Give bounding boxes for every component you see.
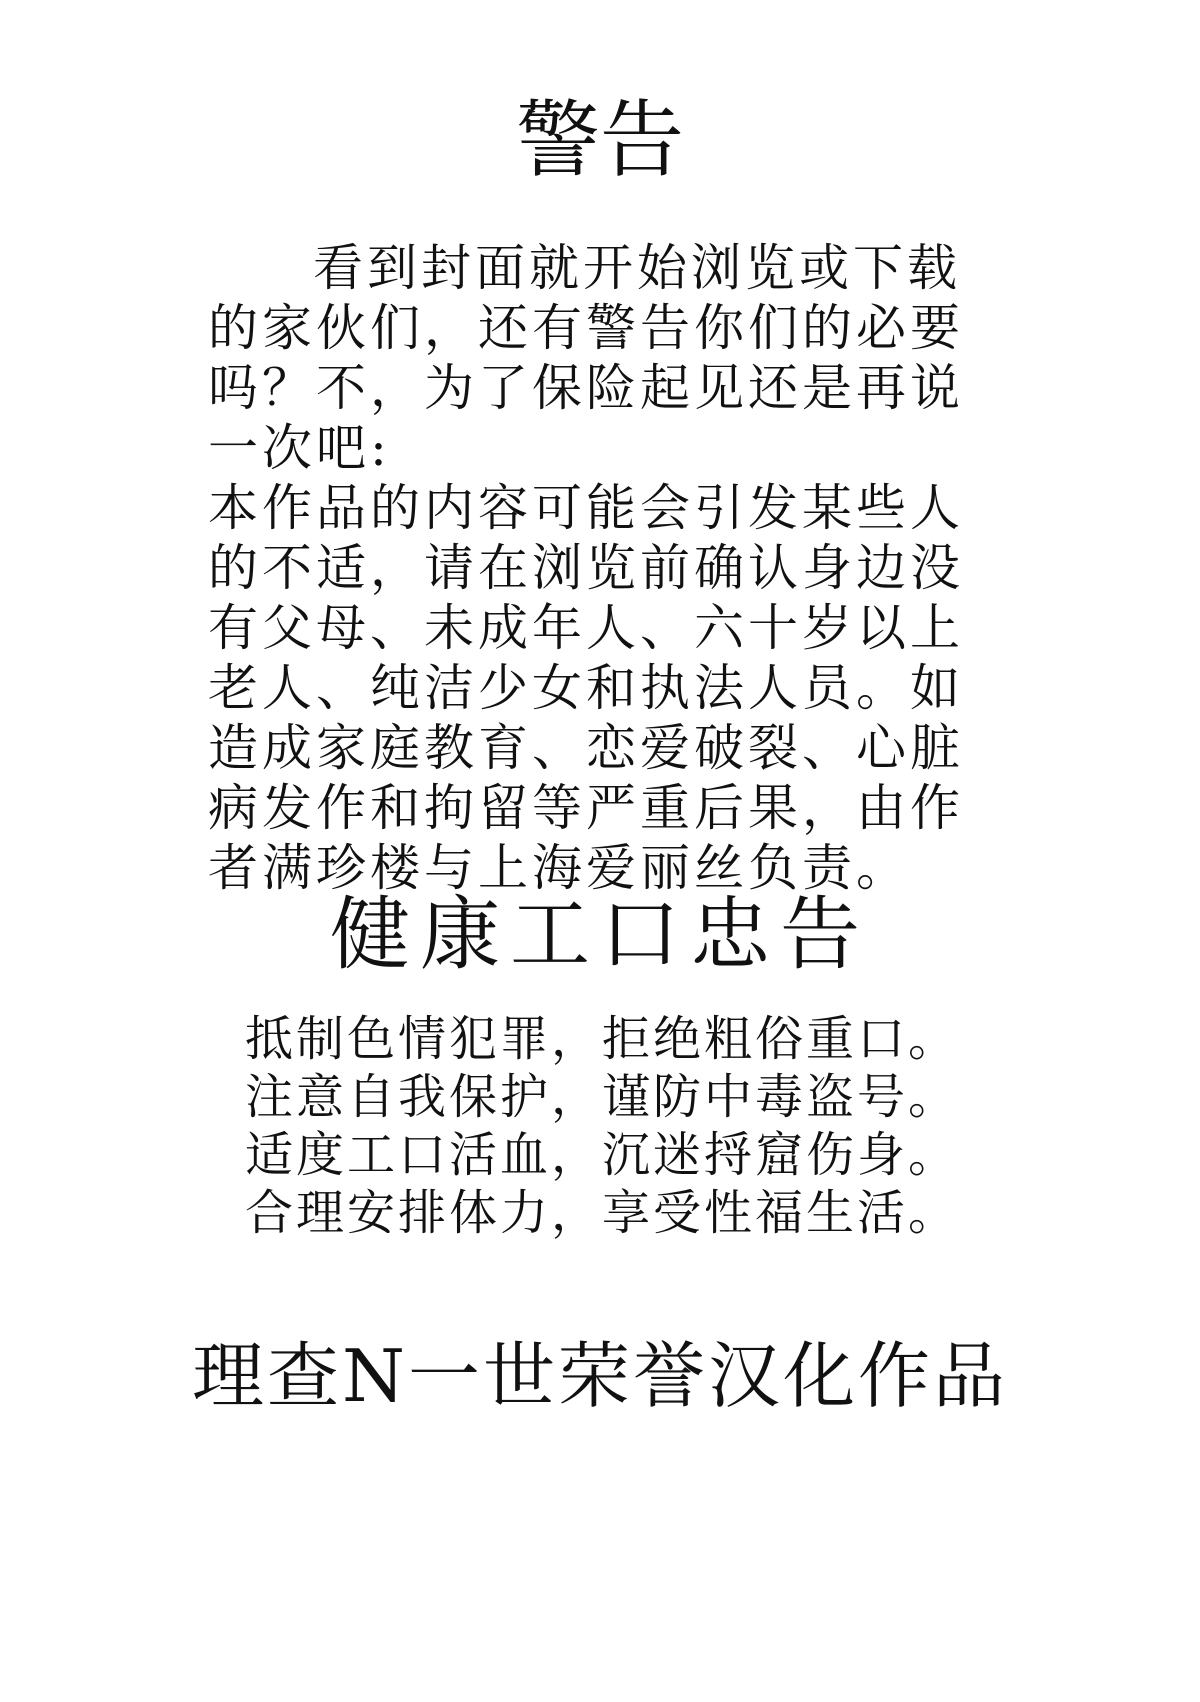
health-advice-title: 健康工口忠告 <box>330 888 870 981</box>
advice-line: 抵制色情犯罪，拒绝粗俗重口。 <box>245 1011 960 1067</box>
warning-intro-paragraph: 看到封面就开始浏览或下载的家伙们，还有警告你们的必要吗？不，为了保险起见还是再说一次吧: <box>208 239 964 477</box>
advice-line: 适度工口活血，沉迷捋窟伤身。 <box>245 1127 960 1183</box>
advice-line: 注意自我保护，谨防中毒盗号。 <box>245 1069 960 1125</box>
health-advice-list <box>245 1010 1005 1242</box>
advice-line: 合理安排体力，享受性福生活。 <box>245 1185 960 1241</box>
warning-title: 警告 <box>515 91 684 189</box>
translation-credit: 理查N一世荣誉汉化作品 <box>191 1334 1008 1418</box>
warning-body-paragraph: 本作品的内容可能会引发某些人的不适，请在浏览前确认身边没有父母、未成年人、六十岁以上老人、纯洁少女和执法人员。如造成家庭教育、恋爱破裂、心脏病发作和拘留等严重后果，由作者满珍楼与上海爱丽丝负责。 <box>208 479 964 897</box>
